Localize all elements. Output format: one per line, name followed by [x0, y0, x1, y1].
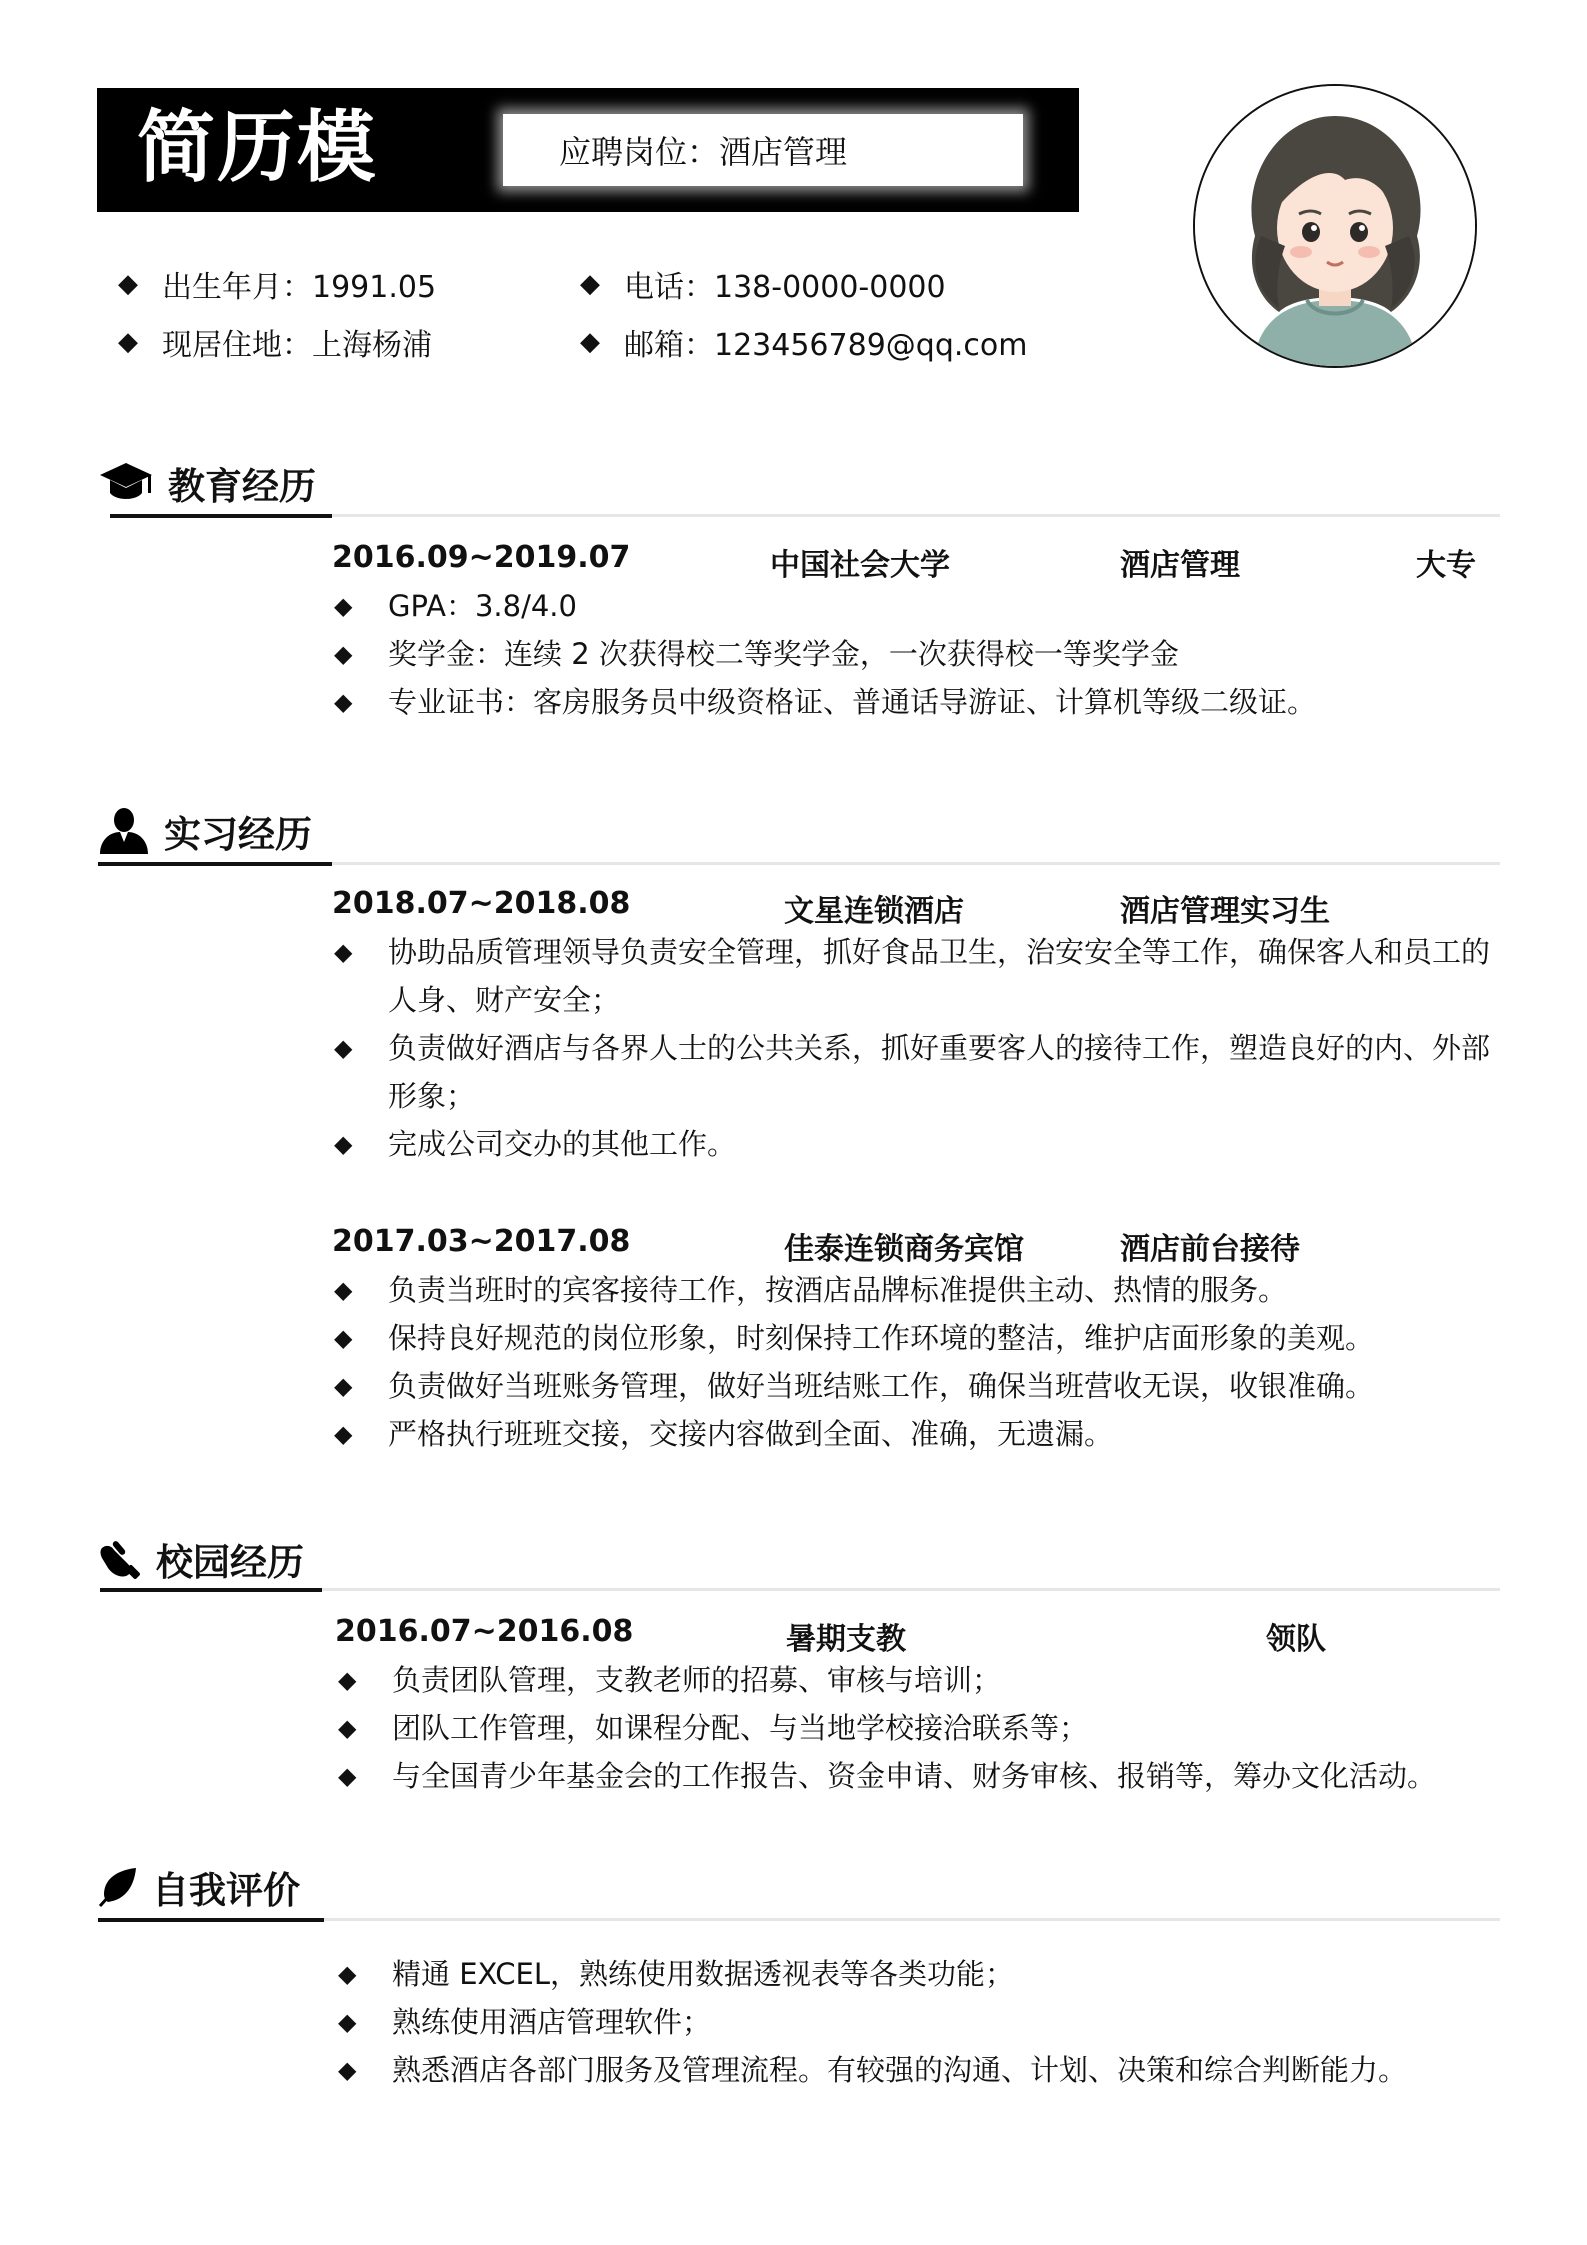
leaf-icon: [98, 1866, 138, 1908]
bullet-diamond: ◆: [334, 1324, 353, 1352]
bullet-diamond: ◆: [118, 327, 138, 357]
email-text: 邮箱：123456789@qq.com: [624, 328, 1028, 363]
list-item: ◆ 熟悉酒店各部门服务及管理流程。有较强的沟通、计划、决策和综合判断能力。: [338, 2046, 1500, 2094]
list-item: ◆ 完成公司交办的其他工作。: [334, 1120, 1500, 1168]
job-company: 佳泰连锁商务宾馆: [784, 1232, 1024, 1267]
bullet-diamond: ◆: [338, 1762, 357, 1790]
list-item: ◆ 负责团队管理，支教老师的招募、审核与培训；: [338, 1656, 1500, 1704]
list-item: ◆ 负责当班时的宾客接待工作，按酒店品牌标准提供主动、热情的服务。: [334, 1266, 1500, 1314]
section-education-label: 教育经历: [168, 465, 316, 508]
bullet-diamond: ◆: [338, 1666, 357, 1694]
list-item: ◆ GPA：3.8/4.0: [334, 582, 1504, 630]
list-item: ◆ 负责做好酒店与各界人士的公共关系，抓好重要客人的接待工作，塑造良好的内、外部形象；: [334, 1024, 1500, 1120]
edu-major: 酒店管理: [1120, 548, 1240, 583]
job-role: 酒店管理实习生: [1120, 894, 1330, 929]
applied-position: [503, 114, 1023, 186]
list-item: ◆ 专业证书：客房服务员中级资格证、普通话导游证、计算机等级二级证。: [334, 678, 1504, 726]
job-role: 酒店前台接待: [1120, 1232, 1300, 1267]
list-item: ◆ 严格执行班班交接，交接内容做到全面、准确，无遗漏。: [334, 1410, 1500, 1458]
campus-bullets: [338, 1656, 1500, 1800]
bullet-diamond: ◆: [334, 1420, 353, 1448]
bullet-diamond: ◆: [118, 269, 138, 299]
bullet-diamond: ◆: [334, 1372, 353, 1400]
bullet-diamond: ◆: [334, 1034, 353, 1062]
info-phone: [580, 262, 946, 306]
avatar: [1193, 84, 1477, 368]
info-address: [118, 320, 432, 364]
job-company: 文星连锁酒店: [784, 894, 964, 929]
bullet-diamond: ◆: [338, 1714, 357, 1742]
section-title-underline: [98, 862, 332, 866]
list-item: ◆ 熟练使用酒店管理软件；: [338, 1998, 1500, 2046]
bullet-diamond: ◆: [338, 2056, 357, 2084]
avatar-illustration: [1195, 86, 1475, 366]
header-bar: [97, 88, 1079, 212]
edu-bullets: [334, 582, 1504, 726]
applied-position-text: 应聘岗位：酒店管理: [559, 133, 848, 171]
list-item: ◆ 奖学金：连续 2 次获得校二等奖学金，一次获得校一等奖学金: [334, 630, 1504, 678]
pointing-hand-icon: [98, 1538, 142, 1580]
section-campus-label: 校园经历: [156, 1541, 304, 1584]
edu-date: 2016.09~2019.07: [332, 540, 631, 575]
section-education-title: [98, 456, 316, 510]
bullet-diamond: ◆: [338, 2008, 357, 2036]
phone-text: 电话：138-0000-0000: [624, 270, 946, 305]
section-title-underline: [110, 514, 332, 518]
list-item: ◆ 精通 EXCEL，熟练使用数据透视表等各类功能；: [338, 1950, 1500, 1998]
section-title-underline: [100, 1588, 322, 1592]
bullet-diamond: ◆: [580, 269, 600, 299]
bullet-diamond: ◆: [334, 1130, 353, 1158]
address-text: 现居住地：上海杨浦: [162, 328, 432, 363]
resume-name: 简历模: [137, 103, 378, 193]
section-internship-title: [98, 804, 312, 858]
section-title-underline: [98, 1918, 324, 1922]
list-item: ◆ 保持良好规范的岗位形象，时刻保持工作环境的整洁，维护店面形象的美观。: [334, 1314, 1500, 1362]
section-self-title: [98, 1860, 300, 1914]
campus-role: 领队: [1266, 1622, 1326, 1657]
job-bullets: [334, 928, 1500, 1168]
edu-degree: 大专: [1416, 548, 1476, 583]
section-internship-label: 实习经历: [164, 813, 312, 856]
campus-date: 2016.07~2016.08: [335, 1614, 634, 1649]
bullet-diamond: ◆: [580, 327, 600, 357]
list-item: ◆ 与全国青少年基金会的工作报告、资金申请、财务审核、报销等，筹办文化活动。: [338, 1752, 1500, 1800]
bullet-diamond: ◆: [338, 1960, 357, 1988]
person-icon: [98, 808, 150, 854]
edu-school: 中国社会大学: [770, 548, 950, 583]
info-email: [580, 320, 1027, 364]
job-date: 2018.07~2018.08: [332, 886, 631, 921]
list-item: ◆ 团队工作管理，如课程分配、与当地学校接洽联系等；: [338, 1704, 1500, 1752]
bullet-diamond: ◆: [334, 938, 353, 966]
bullet-diamond: ◆: [334, 1276, 353, 1304]
section-self-label: 自我评价: [152, 1869, 300, 1912]
list-item: ◆ 负责做好当班账务管理，做好当班结账工作，确保当班营收无误，收银准确。: [334, 1362, 1500, 1410]
list-item: ◆ 协助品质管理领导负责安全管理，抓好食品卫生，治安安全等工作，确保客人和员工的人身、财产安全；: [334, 928, 1500, 1024]
birth-text: 出生年月：1991.05: [162, 270, 437, 305]
self-bullets: [338, 1950, 1500, 2094]
campus-activity: 暑期支教: [786, 1622, 906, 1657]
section-campus-title: [98, 1532, 304, 1586]
graduation-cap-icon: [98, 461, 154, 505]
job-date: 2017.03~2017.08: [332, 1224, 631, 1259]
bullet-diamond: ◆: [334, 640, 353, 668]
bullet-diamond: ◆: [334, 688, 353, 716]
info-birth: [118, 262, 436, 306]
job-bullets: [334, 1266, 1500, 1458]
bullet-diamond: ◆: [334, 592, 353, 620]
